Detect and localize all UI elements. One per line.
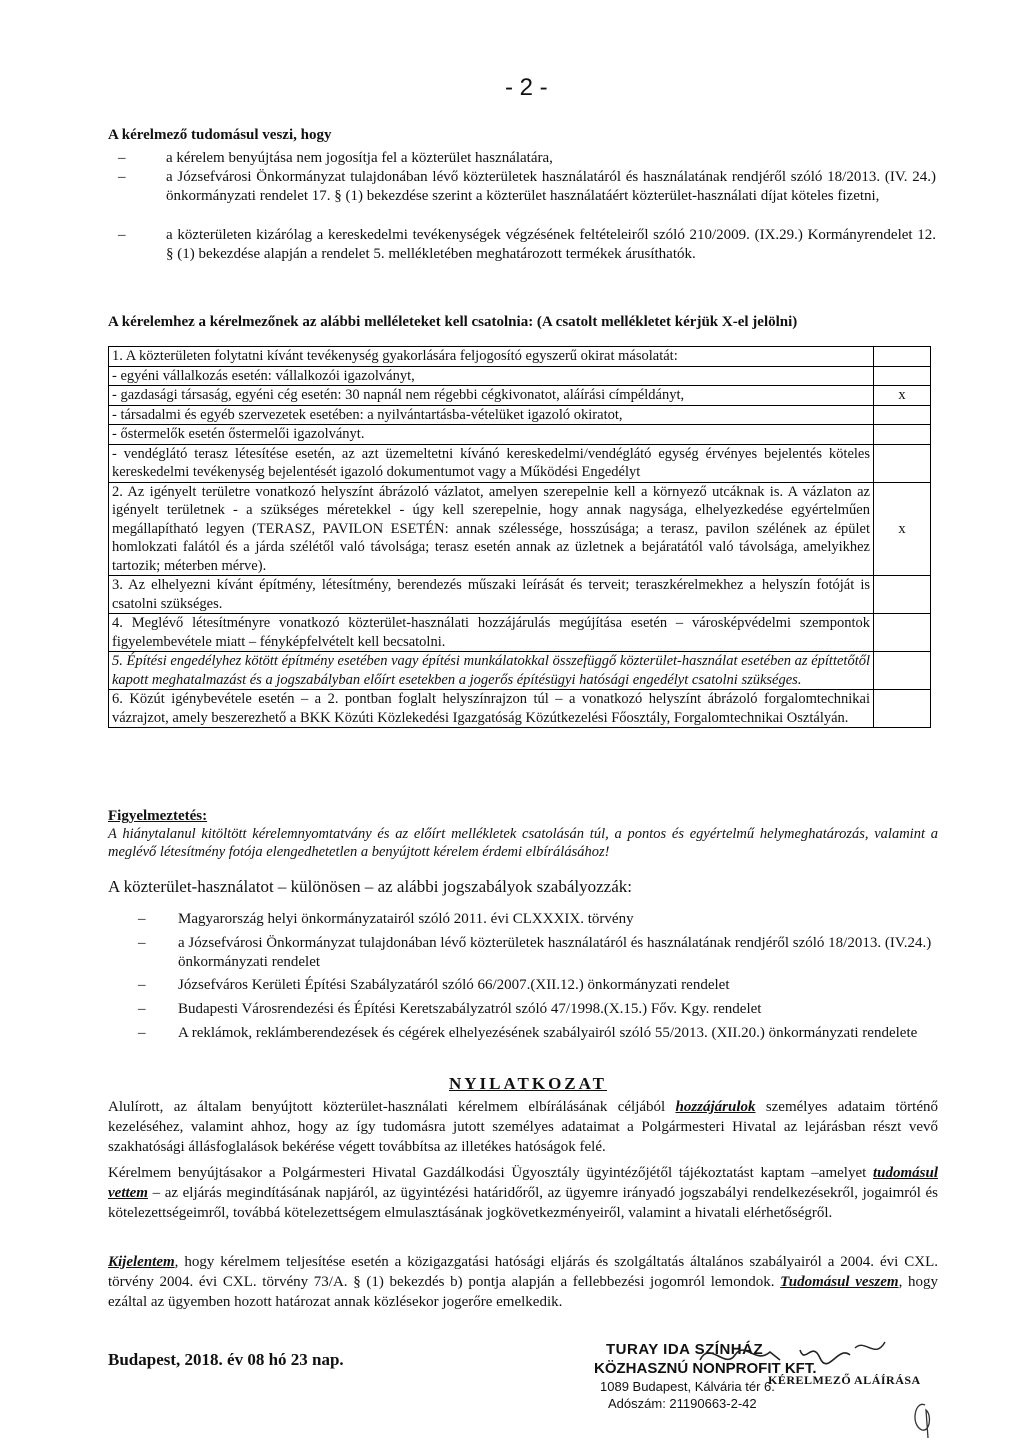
attachment-text: - gazdasági társaság, egyéni cég esetén: 30 napnál nem régebbi cégkivonatot, aláírási címpéldányt, bbox=[109, 386, 874, 406]
attachment-text: - társadalmi és egyéb szervezetek esetében: a nyilvántartásba-vételüket igazoló okiratot, bbox=[109, 405, 874, 425]
law-item: – Budapesti Városrendezési és Építési Keretszabályzatról szóló 47/1998.(X.15.) Főv. Kgy. rendelet bbox=[138, 1001, 762, 1017]
attachment-checkbox[interactable] bbox=[874, 614, 931, 652]
attachment-row bbox=[109, 425, 931, 445]
attachment-checkbox[interactable]: x bbox=[874, 386, 931, 406]
law-item: – Magyarország helyi önkormányzatairól szóló 2011. évi CLXXXIX. törvény bbox=[138, 911, 634, 927]
stamp-line: Adószám: 21190663-2-42 bbox=[608, 1396, 757, 1411]
attachment-row bbox=[109, 444, 931, 482]
page-number: - 2 - bbox=[505, 74, 548, 101]
attachment-text: 3. Az elhelyezni kívánt építmény, létesítmény, berendezés műszaki leírását és terveit; teraszkérelmekhez a helyszín fotóját is csatolni szükséges. bbox=[109, 576, 874, 614]
stamp-line: TURAY IDA SZÍNHÁZ bbox=[606, 1341, 764, 1358]
acknowledge-heading: A kérelmező tudomásul veszi, hogy bbox=[108, 127, 332, 143]
attachment-row bbox=[109, 482, 931, 576]
signature-label: KÉRELMEZŐ ALÁÍRÁSA bbox=[768, 1373, 921, 1387]
attachment-checkbox[interactable] bbox=[874, 347, 931, 367]
attachment-checkbox[interactable] bbox=[874, 405, 931, 425]
acknowledge-item: – a kérelem benyújtása nem jogosítja fel a közterület használatára, bbox=[118, 150, 553, 166]
signature-image bbox=[680, 1330, 940, 1440]
attachment-checkbox[interactable]: x bbox=[874, 482, 931, 576]
acknowledge-item: – a közterületen kizárólag a kereskedelmi tevékenységek végzésének feltételeiről szóló 210/2009. (IX.29.) Kormányrendelet 12. § (1) bekezdése alapján a rendelet 5. mellékletében meghatározott termékek árusíthatók. bbox=[118, 227, 936, 262]
attachment-checkbox[interactable] bbox=[874, 366, 931, 386]
attachment-text: 5. Építési engedélyhez kötött építmény esetében vagy építési munkálatokkal összefüggő közterület-használat esetében az építtetőtől kapott meghatalmazást és a jogszabályban előírt esetekben a jogerős építésügyi hatósági engedélyt csatolni szükséges. bbox=[109, 652, 874, 690]
attachment-row bbox=[109, 386, 931, 406]
warning-title: Figyelmeztetés: bbox=[108, 808, 208, 824]
attachment-text: 6. Közút igénybevétele esetén – a 2. pontban foglalt helyszínrajzon túl – a vonatkozó helyszínt ábrázoló forgalomtechnikai vázrajzot, amely beszerezhető a BKK Közúti Közlekedési Igazgatóság Közútkezelési Főosztály, Forgalomtechnikai Osztályán. bbox=[109, 690, 874, 728]
declaration-paragraph-1: Alulírott, az általam benyújtott közterület-használati kérelmem elbírálásának céljából hozzájárulok személyes adataim történő kezeléséhez, valamint ahhoz, hogy az így tudomásra jutott személyes adataimat a Polgármesteri Hivatal az lejárásban részt vevő szakhatósági állásfoglalások bekérése végett továbbítsa az illetékes hatóságok felé. bbox=[108, 1099, 938, 1155]
place-date: Budapest, 2018. év 08 hó 23 nap. bbox=[108, 1350, 344, 1369]
law-item: – Józsefváros Kerületi Építési Szabályzatáról szóló 66/2007.(XII.12.) önkormányzati rendelet bbox=[138, 977, 730, 993]
attachment-text: 4. Meglévő létesítményre vonatkozó közterület-használati hozzájárulás megújítása esetén – városképvédelmi szempontok figyelembevétele miatt – fényképfelvételt kell becsatolni. bbox=[109, 614, 874, 652]
attachment-text: - vendéglátó terasz létesítése esetén, az azt üzemeltetni kívánó kereskedelmi/vendéglátó egység érvényes bejelentés köteles kereskedelmi tevékenység bejelentését igazoló dokumentumot vagy a Működési Engedélyt bbox=[109, 444, 874, 482]
attachment-checkbox[interactable] bbox=[874, 576, 931, 614]
attachments-heading: A kérelemhez a kérelmezőnek az alábbi melléleteket kell csatolnia: (A csatolt mellékletet kérjük X-el jelölni) bbox=[108, 314, 798, 330]
attachment-row bbox=[109, 652, 931, 690]
laws-heading: A közterület-használatot – különösen – az alábbi jogszabályok szabályozzák: bbox=[108, 877, 632, 896]
declaration-paragraph-2: Kérelmem benyújtásakor a Polgármesteri Hivatal Gazdálkodási Ügyosztály ügyintézőjétől tájékoztatást kaptam –amelyet tudomásul vettem – az eljárás megindításának napjáról, az ügyintézési határidőről, az ügyemre irányadó jogszabályi rendelkezésekről, jogaimról és kötelezettségeimről, továbbá kötelezettségem elmulasztásának jogkövetkezményeiről, valamint a hivatali elérhetőségről. bbox=[108, 1165, 938, 1221]
attachment-row bbox=[109, 614, 931, 652]
attachment-row bbox=[109, 366, 931, 386]
attachment-checkbox[interactable] bbox=[874, 690, 931, 728]
attachment-checkbox[interactable] bbox=[874, 425, 931, 445]
attachment-text: - egyéni vállalkozás esetén: vállalkozói igazolványt, bbox=[109, 366, 874, 386]
attachment-checkbox[interactable] bbox=[874, 652, 931, 690]
attachment-row bbox=[109, 405, 931, 425]
declaration-title: NYILATKOZAT bbox=[449, 1074, 608, 1093]
attachment-text: 2. Az igényelt területre vonatkozó helyszínt ábrázoló vázlatot, amelyen szerepelnie kell a környező utcáknak is. A vázlaton az igényelt területnek - a szükséges méretekkel - úgy kell szerepelnie, hogy annak nagysága, elhelyezkedése egyértelműen megállapítható legyen (TERASZ, PAVILON ESETÉN: annak szélessége, hosszúsága; a terasz, pavilon szélének az épület homlokzati falától és a járda szélétől való távolsága; terasz esetén annak az üzletnek a bejáratától való távolsága, amelyikhez tartozik; méterben mérve). bbox=[109, 482, 874, 576]
attachment-text: 1. A közterületen folytatni kívánt tevékenység gyakorlására feljogosító egyszerű okirat másolatát: bbox=[109, 347, 874, 367]
attachment-row bbox=[109, 576, 931, 614]
attachments-table bbox=[108, 346, 931, 728]
stamp-line: KÖZHASZNÚ NONPROFIT KFT. bbox=[594, 1360, 817, 1377]
law-item: – A reklámok, reklámberendezések és cégérek elhelyezésének szabályairól szóló 55/2013. (XII.20.) önkormányzati rendelete bbox=[138, 1025, 918, 1041]
law-item: – a Józsefvárosi Önkormányzat tulajdonában lévő közterületek használatáról és használatának rendjéről szóló 18/2013. (IV.24.) önkormányzati rendelet bbox=[138, 935, 932, 970]
attachment-row bbox=[109, 347, 931, 367]
stamp-line: 1089 Budapest, Kálvária tér 6. bbox=[600, 1379, 775, 1394]
attachment-text: - őstermelők esetén őstermelői igazolványt. bbox=[109, 425, 874, 445]
attachment-checkbox[interactable] bbox=[874, 444, 931, 482]
attachment-row bbox=[109, 690, 931, 728]
warning-text: A hiánytalanul kitöltött kérelemnyomtatvány és az előírt mellékletek csatolásán túl, a pontos és egyértelmű helymeghatározás, valamint a meglévő létesítmény fotója elengedhetetlen a benyújtott kérelem érdemi elbírálásához! bbox=[108, 826, 938, 860]
declaration-paragraph-3: Kijelentem, hogy kérelmem teljesítése esetén a közigazgatási hatósági eljárás és szolgáltatás általános szabályairól a 2004. évi CXL. törvény 2004. évi CXL. törvény 73/A. § (1) bekezdés b) pontja alapján a fellebbezési jogomról lemondok. Tudomásul veszem, hogy ezáltal az ügyemben hozott határozat annak közlésekor jogerőre emelkedik. bbox=[108, 1254, 939, 1310]
acknowledge-item: – a Józsefvárosi Önkormányzat tulajdonában lévő közterületek használatáról és használatának rendjéről szóló 18/2013. (IV. 24.) önkormányzati rendelet 17. § (1) bekezdése szerint a közterület használatáért közterület-használati díjat köteles fizetni, bbox=[118, 169, 936, 204]
